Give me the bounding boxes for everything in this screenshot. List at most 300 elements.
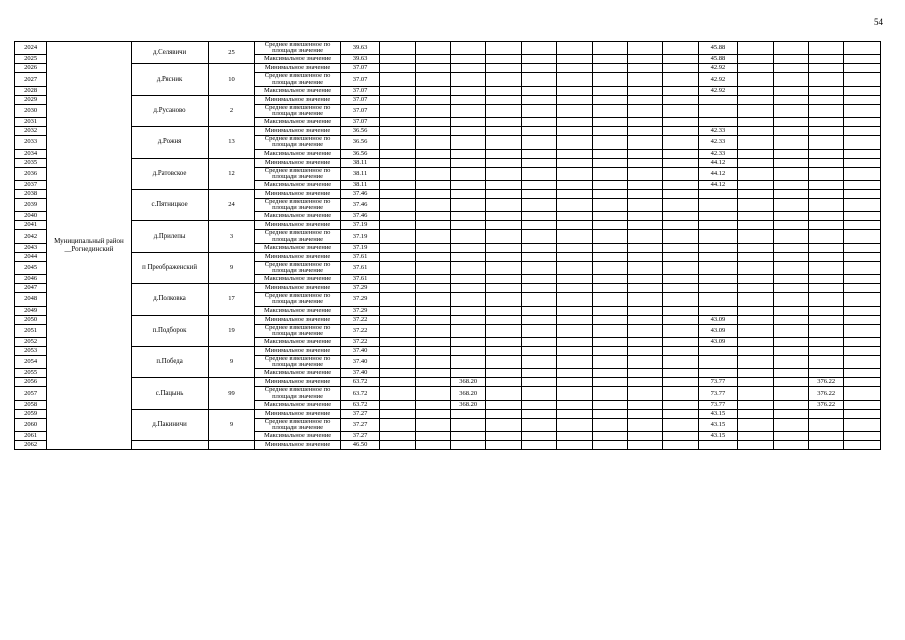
value-cell xyxy=(486,356,521,369)
value-cell xyxy=(451,149,486,158)
value-cell xyxy=(663,136,698,149)
value-cell: 42.33 xyxy=(698,136,738,149)
value-cell xyxy=(451,199,486,212)
value-cell xyxy=(592,432,627,441)
settlement-name: д.Селявичи xyxy=(131,42,208,64)
value-cell xyxy=(773,261,808,274)
value-cell: 45.88 xyxy=(698,42,738,55)
value-cell xyxy=(844,64,881,73)
value-cell xyxy=(738,167,773,180)
value-cell xyxy=(698,243,738,252)
value-cell xyxy=(380,190,415,199)
value-cell xyxy=(592,86,627,95)
value-type-label: Среднее взвешенное по площади значение xyxy=(255,42,340,55)
value-cell xyxy=(415,167,450,180)
value-cell xyxy=(557,158,592,167)
value-cell xyxy=(451,324,486,337)
value-cell xyxy=(380,243,415,252)
value-cell xyxy=(844,261,881,274)
table-row xyxy=(15,42,881,55)
value-cell xyxy=(521,221,556,230)
value-cell: 37.29 xyxy=(340,293,380,306)
value-cell xyxy=(663,261,698,274)
value-cell xyxy=(627,400,662,409)
value-type-label: Максимальное значение xyxy=(255,369,340,378)
value-cell xyxy=(663,284,698,293)
value-cell xyxy=(380,158,415,167)
value-cell xyxy=(521,243,556,252)
value-cell: 63.72 xyxy=(340,387,380,400)
value-cell xyxy=(627,149,662,158)
value-cell xyxy=(415,284,450,293)
settlement-count: 99 xyxy=(208,378,255,409)
value-cell: 37.27 xyxy=(340,432,380,441)
value-cell xyxy=(738,338,773,347)
value-cell xyxy=(486,95,521,104)
value-cell: 37.07 xyxy=(340,118,380,127)
settlement-name: п.Победа xyxy=(131,347,208,378)
value-cell xyxy=(415,158,450,167)
value-cell xyxy=(486,167,521,180)
table-row xyxy=(15,64,881,73)
value-cell xyxy=(486,432,521,441)
value-cell xyxy=(698,275,738,284)
value-cell xyxy=(738,158,773,167)
value-cell xyxy=(773,347,808,356)
value-type-label: Максимальное значение xyxy=(255,275,340,284)
value-cell: 42.33 xyxy=(698,149,738,158)
value-cell xyxy=(486,118,521,127)
value-cell xyxy=(808,95,843,104)
value-cell xyxy=(627,243,662,252)
value-cell xyxy=(773,243,808,252)
value-cell xyxy=(451,221,486,230)
value-cell xyxy=(663,243,698,252)
page-number: 54 xyxy=(874,17,883,27)
value-cell xyxy=(415,409,450,418)
value-cell xyxy=(415,86,450,95)
value-cell xyxy=(808,64,843,73)
value-cell xyxy=(557,55,592,64)
value-cell xyxy=(380,42,415,55)
value-cell xyxy=(592,221,627,230)
value-cell xyxy=(663,315,698,324)
value-cell xyxy=(773,86,808,95)
value-cell xyxy=(415,347,450,356)
value-cell xyxy=(521,338,556,347)
row-number: 2040 xyxy=(15,212,47,221)
value-cell xyxy=(592,347,627,356)
value-cell xyxy=(380,284,415,293)
row-number: 2052 xyxy=(15,338,47,347)
value-cell xyxy=(698,190,738,199)
value-cell: 37.07 xyxy=(340,73,380,86)
value-cell xyxy=(698,104,738,117)
value-cell xyxy=(380,387,415,400)
tariff-table xyxy=(14,41,881,450)
value-cell xyxy=(844,418,881,431)
value-cell xyxy=(844,221,881,230)
value-cell: 73.77 xyxy=(698,387,738,400)
value-cell xyxy=(521,275,556,284)
value-cell xyxy=(808,181,843,190)
value-cell xyxy=(380,104,415,117)
value-type-label: Максимальное значение xyxy=(255,338,340,347)
value-cell xyxy=(557,261,592,274)
value-cell xyxy=(380,324,415,337)
value-cell xyxy=(521,252,556,261)
value-type-label: Среднее взвешенное по площади значение xyxy=(255,136,340,149)
value-type-label: Максимальное значение xyxy=(255,149,340,158)
value-cell xyxy=(808,86,843,95)
value-type-label: Минимальное значение xyxy=(255,158,340,167)
value-cell xyxy=(844,432,881,441)
value-cell xyxy=(557,356,592,369)
value-cell xyxy=(521,356,556,369)
value-cell xyxy=(521,306,556,315)
value-cell xyxy=(844,136,881,149)
value-cell xyxy=(627,136,662,149)
value-cell xyxy=(415,418,450,431)
value-cell xyxy=(627,127,662,136)
value-cell xyxy=(521,409,556,418)
value-cell xyxy=(557,149,592,158)
value-cell xyxy=(557,275,592,284)
value-cell xyxy=(451,252,486,261)
value-cell xyxy=(451,306,486,315)
value-cell xyxy=(592,387,627,400)
value-cell: 43.15 xyxy=(698,409,738,418)
value-cell: 37.07 xyxy=(340,86,380,95)
value-cell xyxy=(698,369,738,378)
value-cell: 44.12 xyxy=(698,181,738,190)
value-cell xyxy=(486,369,521,378)
value-cell xyxy=(415,400,450,409)
value-cell xyxy=(773,293,808,306)
value-cell xyxy=(663,86,698,95)
row-number: 2053 xyxy=(15,347,47,356)
value-cell xyxy=(808,315,843,324)
value-cell xyxy=(663,378,698,387)
value-cell xyxy=(773,387,808,400)
value-type-label: Максимальное значение xyxy=(255,86,340,95)
value-cell xyxy=(627,338,662,347)
value-cell: 37.19 xyxy=(340,221,380,230)
value-cell xyxy=(521,378,556,387)
table-row xyxy=(15,158,881,167)
value-cell xyxy=(663,293,698,306)
settlement-count: 17 xyxy=(208,284,255,315)
value-cell xyxy=(663,387,698,400)
value-cell: 39.63 xyxy=(340,55,380,64)
value-cell xyxy=(738,149,773,158)
value-cell xyxy=(486,149,521,158)
value-cell xyxy=(592,275,627,284)
value-cell: 43.09 xyxy=(698,315,738,324)
value-cell xyxy=(627,158,662,167)
value-cell xyxy=(663,149,698,158)
value-cell xyxy=(521,293,556,306)
value-cell xyxy=(738,95,773,104)
value-cell xyxy=(557,95,592,104)
value-cell xyxy=(627,167,662,180)
value-cell xyxy=(380,230,415,243)
value-cell xyxy=(808,418,843,431)
value-cell xyxy=(380,347,415,356)
value-cell xyxy=(738,432,773,441)
value-cell xyxy=(663,73,698,86)
value-cell xyxy=(486,338,521,347)
value-cell: 46.50 xyxy=(340,441,380,450)
value-cell xyxy=(380,73,415,86)
value-cell xyxy=(844,190,881,199)
value-cell xyxy=(738,190,773,199)
value-cell xyxy=(808,324,843,337)
value-cell: 37.40 xyxy=(340,347,380,356)
value-cell xyxy=(557,181,592,190)
value-cell xyxy=(380,306,415,315)
value-type-label: Минимальное значение xyxy=(255,441,340,450)
value-cell xyxy=(808,409,843,418)
value-cell xyxy=(698,95,738,104)
value-cell xyxy=(557,42,592,55)
value-cell: 37.22 xyxy=(340,315,380,324)
value-type-label: Минимальное значение xyxy=(255,284,340,293)
settlement-count: 9 xyxy=(208,252,255,283)
value-cell: 37.19 xyxy=(340,230,380,243)
value-cell xyxy=(844,167,881,180)
value-cell xyxy=(521,324,556,337)
value-cell xyxy=(627,199,662,212)
value-cell xyxy=(627,73,662,86)
value-cell: 37.07 xyxy=(340,104,380,117)
value-cell xyxy=(663,158,698,167)
value-cell xyxy=(415,212,450,221)
value-cell xyxy=(773,136,808,149)
row-number: 2058 xyxy=(15,400,47,409)
value-type-label: Максимальное значение xyxy=(255,243,340,252)
row-number: 2048 xyxy=(15,293,47,306)
value-cell: 376.22 xyxy=(808,387,843,400)
value-cell xyxy=(415,73,450,86)
value-cell xyxy=(486,306,521,315)
value-cell xyxy=(415,104,450,117)
value-cell xyxy=(663,104,698,117)
value-cell xyxy=(521,42,556,55)
value-cell xyxy=(486,441,521,450)
value-cell xyxy=(627,64,662,73)
value-cell xyxy=(773,378,808,387)
value-cell xyxy=(844,378,881,387)
value-cell xyxy=(844,293,881,306)
value-cell xyxy=(380,418,415,431)
value-cell xyxy=(521,347,556,356)
settlement-count xyxy=(208,441,255,450)
value-cell xyxy=(773,104,808,117)
value-cell xyxy=(773,409,808,418)
value-cell xyxy=(663,324,698,337)
value-cell xyxy=(592,158,627,167)
value-cell xyxy=(380,378,415,387)
value-cell xyxy=(557,284,592,293)
value-cell xyxy=(557,387,592,400)
value-cell xyxy=(592,167,627,180)
value-cell xyxy=(663,64,698,73)
value-type-label: Минимальное значение xyxy=(255,409,340,418)
value-cell xyxy=(451,158,486,167)
value-cell xyxy=(663,356,698,369)
value-cell xyxy=(808,356,843,369)
value-cell xyxy=(380,338,415,347)
value-cell xyxy=(521,369,556,378)
value-type-label: Среднее взвешенное по площади значение xyxy=(255,230,340,243)
value-cell xyxy=(380,136,415,149)
value-cell: 37.22 xyxy=(340,338,380,347)
value-type-label: Минимальное значение xyxy=(255,95,340,104)
value-cell xyxy=(844,315,881,324)
value-cell xyxy=(557,73,592,86)
row-number: 2046 xyxy=(15,275,47,284)
value-cell xyxy=(844,275,881,284)
value-cell xyxy=(663,230,698,243)
value-cell: 38.11 xyxy=(340,181,380,190)
value-cell xyxy=(557,118,592,127)
value-cell xyxy=(380,261,415,274)
value-type-label: Максимальное значение xyxy=(255,181,340,190)
value-cell xyxy=(415,221,450,230)
value-cell xyxy=(698,356,738,369)
value-cell xyxy=(592,252,627,261)
value-cell xyxy=(738,284,773,293)
value-type-label: Минимальное значение xyxy=(255,64,340,73)
value-type-label: Максимальное значение xyxy=(255,212,340,221)
value-cell xyxy=(773,356,808,369)
value-cell xyxy=(557,315,592,324)
value-cell xyxy=(451,55,486,64)
value-type-label: Минимальное значение xyxy=(255,127,340,136)
value-cell xyxy=(698,284,738,293)
value-cell: 42.92 xyxy=(698,86,738,95)
value-cell xyxy=(808,441,843,450)
value-cell xyxy=(486,252,521,261)
value-cell xyxy=(557,136,592,149)
value-cell xyxy=(415,338,450,347)
value-cell xyxy=(627,86,662,95)
value-cell xyxy=(380,369,415,378)
value-cell xyxy=(808,230,843,243)
value-cell xyxy=(844,338,881,347)
value-cell: 38.11 xyxy=(340,167,380,180)
value-cell xyxy=(521,212,556,221)
value-cell xyxy=(451,190,486,199)
value-cell xyxy=(808,167,843,180)
value-cell xyxy=(808,118,843,127)
value-cell xyxy=(415,378,450,387)
value-cell xyxy=(627,356,662,369)
row-number: 2035 xyxy=(15,158,47,167)
value-cell xyxy=(451,230,486,243)
value-cell xyxy=(663,418,698,431)
settlement-count: 2 xyxy=(208,95,255,126)
value-cell xyxy=(844,104,881,117)
row-number: 2056 xyxy=(15,378,47,387)
value-cell xyxy=(738,441,773,450)
value-cell xyxy=(592,199,627,212)
value-cell xyxy=(451,418,486,431)
value-cell xyxy=(380,95,415,104)
value-cell xyxy=(738,118,773,127)
value-cell: 37.29 xyxy=(340,284,380,293)
value-cell xyxy=(808,199,843,212)
value-cell xyxy=(380,409,415,418)
value-cell xyxy=(698,441,738,450)
value-cell xyxy=(808,306,843,315)
value-cell xyxy=(808,127,843,136)
value-type-label: Среднее взвешенное по площади значение xyxy=(255,293,340,306)
value-cell xyxy=(844,347,881,356)
value-cell xyxy=(521,190,556,199)
value-type-label: Минимальное значение xyxy=(255,347,340,356)
value-cell xyxy=(451,243,486,252)
value-cell xyxy=(557,86,592,95)
value-cell: 37.40 xyxy=(340,356,380,369)
value-cell xyxy=(451,347,486,356)
value-cell xyxy=(592,190,627,199)
value-cell xyxy=(380,199,415,212)
value-cell: 37.46 xyxy=(340,190,380,199)
value-cell xyxy=(486,243,521,252)
value-cell xyxy=(592,324,627,337)
row-number: 2054 xyxy=(15,356,47,369)
value-cell xyxy=(557,221,592,230)
value-cell xyxy=(521,158,556,167)
value-cell xyxy=(521,387,556,400)
value-cell xyxy=(486,136,521,149)
value-cell xyxy=(592,127,627,136)
value-cell xyxy=(773,324,808,337)
value-type-label: Минимальное значение xyxy=(255,252,340,261)
value-cell: 39.63 xyxy=(340,42,380,55)
value-cell xyxy=(592,356,627,369)
value-cell xyxy=(627,104,662,117)
value-cell xyxy=(663,55,698,64)
value-cell xyxy=(521,230,556,243)
value-cell xyxy=(738,369,773,378)
value-type-label: Максимальное значение xyxy=(255,400,340,409)
table-row xyxy=(15,95,881,104)
value-cell xyxy=(380,64,415,73)
row-number: 2033 xyxy=(15,136,47,149)
value-cell xyxy=(380,127,415,136)
value-cell xyxy=(557,293,592,306)
value-cell xyxy=(521,118,556,127)
value-cell xyxy=(627,118,662,127)
value-cell xyxy=(738,347,773,356)
value-cell xyxy=(773,42,808,55)
value-cell xyxy=(844,252,881,261)
row-number: 2044 xyxy=(15,252,47,261)
value-cell xyxy=(486,190,521,199)
value-cell xyxy=(773,158,808,167)
value-cell xyxy=(808,252,843,261)
value-cell xyxy=(808,369,843,378)
value-cell xyxy=(627,252,662,261)
value-cell xyxy=(521,284,556,293)
value-cell xyxy=(557,199,592,212)
value-cell xyxy=(738,230,773,243)
value-cell xyxy=(808,42,843,55)
row-number: 2026 xyxy=(15,64,47,73)
